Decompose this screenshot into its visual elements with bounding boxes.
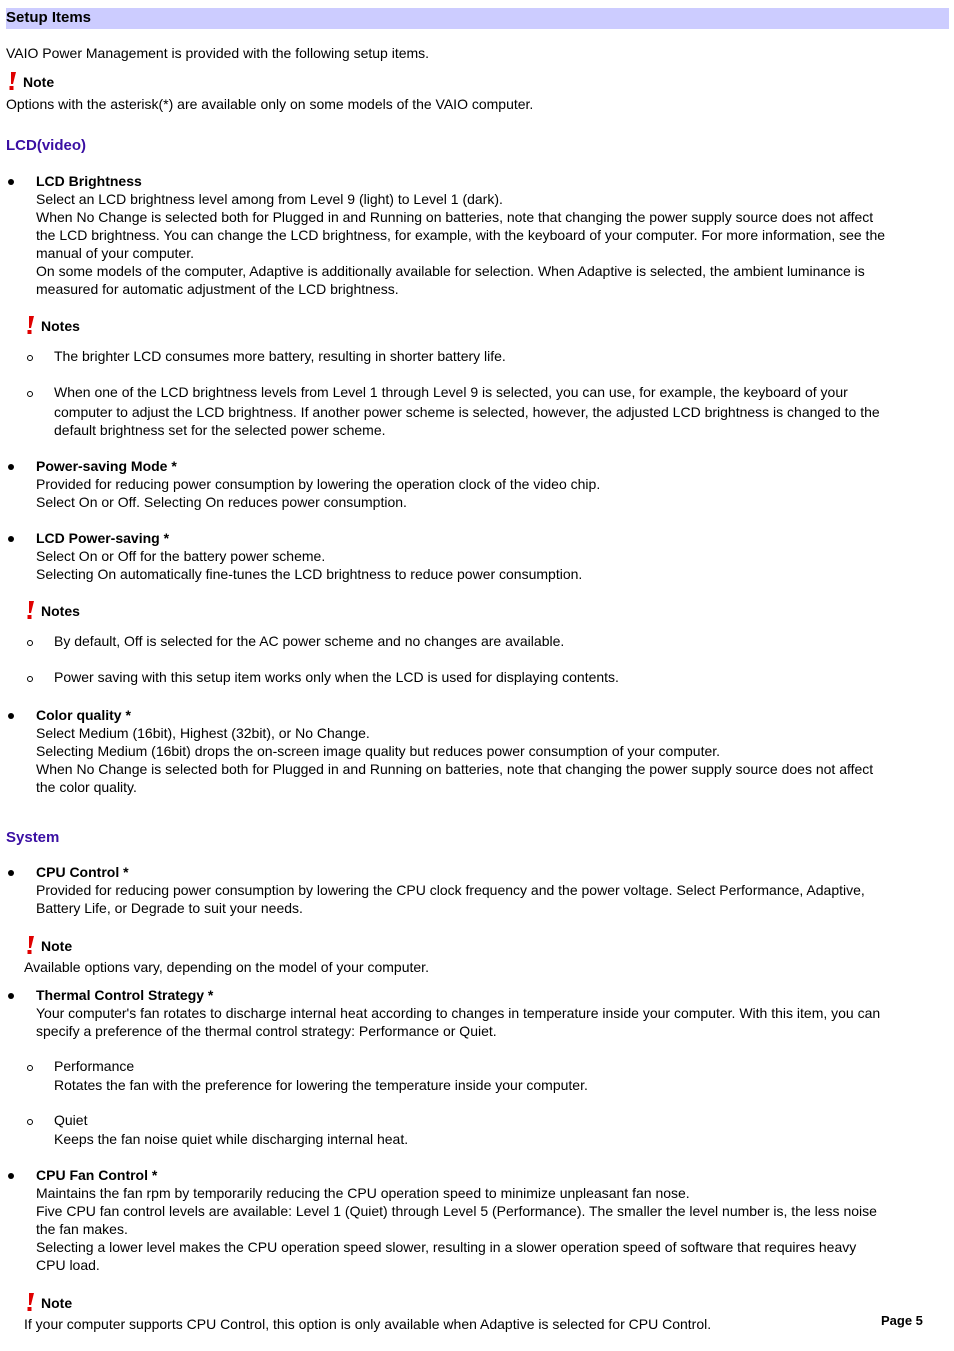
disc-bullet-icon [8,993,14,999]
notes-label: Notes [41,603,80,619]
item-text: Select an LCD brightness level among from Level 9 (light) to Level 1 (dark). [36,191,503,207]
circle-bullet-icon [27,1119,33,1125]
item-text: measured for automatic adjustment of the LCD brightness. [36,281,399,297]
disc-bullet-icon [8,1173,14,1179]
item-text: Five CPU fan control levels are available: Level 1 (Quiet) through Level 5 (Performance). The smaller the level number is, the less noise [36,1203,877,1219]
item-text: Your computer's fan rotates to discharge internal heat according to changes in temperature inside your computer. With this item, you can [36,1005,881,1021]
note-text: Available options vary, depending on the model of your computer. [24,959,429,975]
exclamation-icon [25,600,35,620]
item-text: CPU load. [36,1257,100,1273]
item-text: the LCD brightness. You can change the LCD brightness, for example, with the keyboard of your computer. For more information, see the [36,227,886,243]
note-item: computer to adjust the LCD brightness. If another power scheme is selected, however, the adjusted LCD brightness is changed to the [54,404,880,420]
item-text: Select On or Off for the battery power scheme. [36,548,326,564]
note-label: Note [41,1295,73,1311]
circle-bullet-icon [27,391,33,397]
section-title-lcd: LCD(video) [6,137,86,154]
note-text: If your computer supports CPU Control, this option is only available when Adaptive is selected for CPU Control. [24,1316,712,1332]
item-title: LCD Power-saving * [36,530,170,546]
note-item: The brighter LCD consumes more battery, resulting in shorter battery life. [54,348,506,364]
note-text: Options with the asterisk(*) are available only on some models of the VAIO computer. [6,96,534,112]
item-title: Thermal Control Strategy * [36,987,214,1003]
item-title: CPU Control * [36,864,129,880]
item-title: CPU Fan Control * [36,1167,158,1183]
exclamation-icon [25,1292,35,1312]
disc-bullet-icon [8,464,14,470]
circle-bullet-icon [27,1065,33,1071]
item-text: On some models of the computer, Adaptive is additionally available for selection. When Adaptive is selected, the ambient luminance is [36,263,865,279]
item-title: Power-saving Mode * [36,458,177,474]
item-text: manual of your computer. [36,245,194,261]
option-desc: Rotates the fan with the preference for lowering the temperature inside your computer. [54,1077,588,1093]
item-text: Provided for reducing power consumption by lowering the CPU clock frequency and the power voltage. Select Performance, Adaptive, [36,882,865,898]
note-item: Power saving with this setup item works only when the LCD is used for displaying contents. [54,669,619,685]
disc-bullet-icon [8,713,14,719]
note-label: Note [41,938,73,954]
item-text: Selecting a lower level makes the CPU operation speed slower, resulting in a slower operation speed of software that requires heavy [36,1239,857,1255]
note-label: Note [23,74,55,90]
note-item: default brightness set for the selected power scheme. [54,422,386,438]
disc-bullet-icon [8,536,14,542]
note-item: By default, Off is selected for the AC power scheme and no changes are available. [54,633,565,649]
exclamation-icon [25,315,35,335]
item-text: the color quality. [36,779,137,795]
circle-bullet-icon [27,355,33,361]
exclamation-icon [7,71,17,91]
option-name: Performance [54,1058,135,1074]
circle-bullet-icon [27,676,33,682]
note-item: When one of the LCD brightness levels from Level 1 through Level 9 is selected, you can use, for example, the keyboard of your [54,384,848,400]
item-title: Color quality * [36,707,131,723]
item-text: When No Change is selected both for Plugged in and Running on batteries, note that changing the power supply source does not affect [36,761,874,777]
notes-label: Notes [41,318,80,334]
disc-bullet-icon [8,179,14,185]
exclamation-icon [25,935,35,955]
item-text: specify a preference of the thermal control strategy: Performance or Quiet. [36,1023,497,1039]
page-number: Page 5 [881,1313,923,1328]
item-text: the fan makes. [36,1221,128,1237]
item-text: Selecting Medium (16bit) drops the on-screen image quality but reduces power consumption of your computer. [36,743,721,759]
circle-bullet-icon [27,640,33,646]
option-name: Quiet [54,1112,88,1128]
intro-text: VAIO Power Management is provided with the following setup items. [6,45,430,61]
item-title: LCD Brightness [36,173,142,189]
section-title-system: System [6,829,60,846]
item-text: When No Change is selected both for Plugged in and Running on batteries, note that changing the power supply source does not affect [36,209,874,225]
disc-bullet-icon [8,870,14,876]
item-text: Provided for reducing power consumption by lowering the operation clock of the video chip. [36,476,601,492]
item-text: Selecting On automatically fine-tunes the LCD brightness to reduce power consumption. [36,566,583,582]
item-text: Maintains the fan rpm by temporarily reducing the CPU operation speed to minimize unpleasant fan nose. [36,1185,690,1201]
option-desc: Keeps the fan noise quiet while discharging internal heat. [54,1131,409,1147]
section-header [6,8,949,29]
page-title: Setup Items [6,9,92,26]
item-text: Battery Life, or Degrade to suit your needs. [36,900,303,916]
item-text: Select Medium (16bit), Highest (32bit), or No Change. [36,725,370,741]
item-text: Select On or Off. Selecting On reduces power consumption. [36,494,407,510]
